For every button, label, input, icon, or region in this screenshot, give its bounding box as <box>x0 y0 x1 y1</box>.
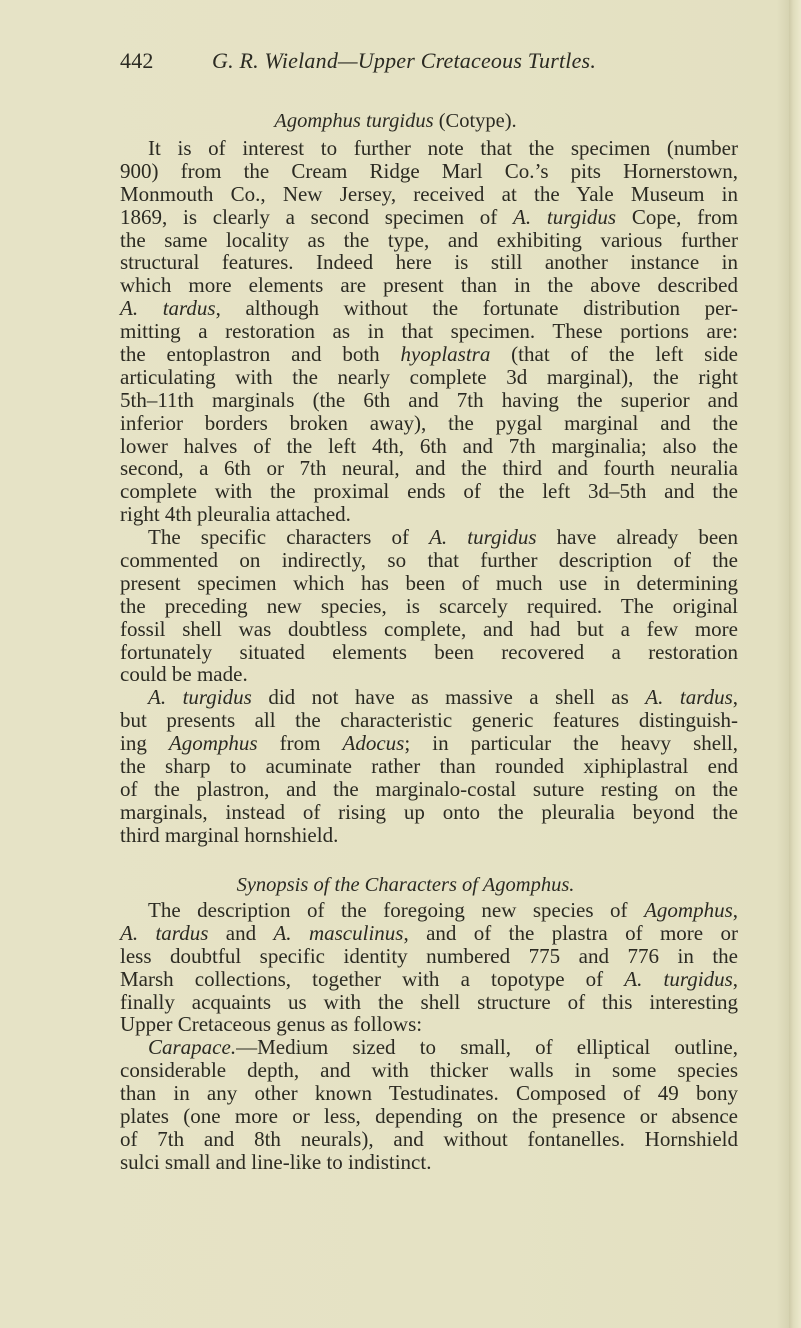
text-line: which more elements are present than in the above described <box>120 273 738 298</box>
text-line: sulci small and line-like to indistinct. <box>120 1149 432 1174</box>
text-line: inferior borders broken away), the pygal marginal and the <box>120 410 738 435</box>
text-line: plates (one more or less, depending on the presence or absence <box>120 1104 738 1129</box>
paragraph-cotype-description <box>120 137 738 526</box>
paragraph-synopsis-intro <box>120 899 738 1036</box>
italic-taxon-name: A. turgidus <box>429 525 537 550</box>
italic-taxon-name: A. tardus <box>120 920 209 945</box>
text-line: ing Agomphus from Adocus; in particular the heavy shell, <box>120 731 738 756</box>
text-line: the preceding new species, is scarcely required. The original <box>120 593 738 618</box>
italic-taxon-name: A. turgidus <box>513 204 617 229</box>
text-line: A. tardus, although without the fortunate distribution per- <box>120 296 738 321</box>
text-line: second, a 6th or 7th neural, and the third and fourth neuralia <box>120 456 738 481</box>
text-line: less doubtful specific identity numbered 775 and 776 in the <box>120 943 738 968</box>
section-heading-species: Agomphus turgidus <box>274 110 434 132</box>
italic-taxon-name: Carapace. <box>148 1035 237 1060</box>
text-line: of 7th and 8th neurals), and without fontanelles. Hornshield <box>120 1126 738 1151</box>
italic-taxon-name: Agomphus <box>168 731 258 756</box>
text-line: Carapace.—Medium sized to small, of elliptical outline, <box>148 1035 738 1060</box>
italic-taxon-name: Adocus <box>342 731 405 756</box>
section-heading-qualifier: (Cotype). <box>438 110 517 132</box>
text-line: 900) from the Cream Ridge Marl Co.’s pits Hornerstown, <box>120 158 738 183</box>
text-line: present specimen which has been of much use in determining <box>120 570 738 595</box>
paragraph-carapace <box>120 1036 738 1173</box>
text-line: mitting a restoration as in that specimen. These portions are: <box>120 319 738 344</box>
text-line: complete with the proximal ends of the left 3d–5th and the <box>120 479 738 504</box>
running-head <box>120 48 680 78</box>
section-heading-cotype <box>0 110 796 133</box>
text-line: right 4th pleuralia attached. <box>120 502 351 527</box>
italic-taxon-name: A. tardus <box>120 296 216 321</box>
text-line: The description of the foregoing new species of Agomphus, <box>148 898 738 922</box>
italic-taxon-name: A. turgidus <box>148 685 252 710</box>
italic-taxon-name: A. masculinus <box>273 920 404 945</box>
italic-taxon-name: A. tardus <box>645 685 733 710</box>
text-line: It is of interest to further note that the specimen (number <box>148 136 738 160</box>
text-line: Upper Cretaceous genus as follows: <box>120 1012 423 1037</box>
text-line: the entoplastron and both hyoplastra (that of the left side <box>120 342 738 367</box>
section1-body <box>120 137 738 847</box>
italic-taxon-name: hyoplastra <box>400 342 491 367</box>
italic-taxon-name: Agomphus <box>644 898 733 922</box>
text-line <box>120 206 738 229</box>
text-line: marginals, instead of rising up onto the pleuralia beyond the <box>120 799 738 824</box>
text-line: The specific characters of A. turgidus have already been <box>148 525 739 550</box>
text-line: 5th–11th marginals (the 6th and 7th having the superior and <box>120 387 738 412</box>
text-line: finally acquaints us with the shell structure of this interesting <box>120 989 738 1014</box>
text-line: A. turgidus did not have as massive a shell as A. tardus, <box>148 685 739 710</box>
text-line: commented on indirectly, so that further description of the <box>120 548 738 573</box>
text-line: articulating with the nearly complete 3d marginal), the right <box>120 364 738 389</box>
text-line: but presents all the characteristic generic features distinguish- <box>120 708 738 733</box>
paragraph-generic-features <box>120 686 738 846</box>
text-line: than in any other known Testudinates. Composed of 49 bony <box>120 1081 738 1106</box>
text-line: lower halves of the left 4th, 6th and 7th marginalia; also the <box>120 433 738 458</box>
text-line: A. tardus and A. masculinus, and of the plastra of more or <box>120 920 738 945</box>
section2-body <box>120 899 738 1174</box>
page-number: 442 <box>120 48 154 73</box>
text-line: of the plastron, and the marginalo-costal suture resting on the <box>120 776 738 801</box>
text-line: the sharp to acuminate rather than rounded xiphiplastral end <box>120 754 738 779</box>
italic-taxon-name: A. turgidus <box>624 966 733 991</box>
paragraph-specific-characters <box>120 526 738 686</box>
text-line: the same locality as the type, and exhibiting various further <box>120 227 738 252</box>
text-line: fossil shell was doubtless complete, and had but a few more <box>120 616 738 641</box>
text-line-content: 1869, is clearly a second specimen of A. turgidus Cope, from <box>120 204 738 229</box>
running-head-title: G. R. Wieland—Upper Cretaceous Turtles. <box>212 48 597 73</box>
text-line: structural features. Indeed here is still another instance in <box>120 250 738 275</box>
text-line: fortunately situated elements been recovered a restoration <box>120 639 738 664</box>
text-line: considerable depth, and with thicker walls in some species <box>120 1058 738 1083</box>
text-line: Monmouth Co., New Jersey, received at the Yale Museum in <box>120 181 738 206</box>
page-edge-shadow <box>789 0 801 1328</box>
text-line: could be made. <box>120 662 248 687</box>
text-line: third marginal hornshield. <box>120 822 339 847</box>
text-line: Marsh collections, together with a topotype of A. turgidus, <box>120 966 738 991</box>
section-heading-synopsis: Synopsis of the Characters of Agomphus. <box>236 874 575 896</box>
